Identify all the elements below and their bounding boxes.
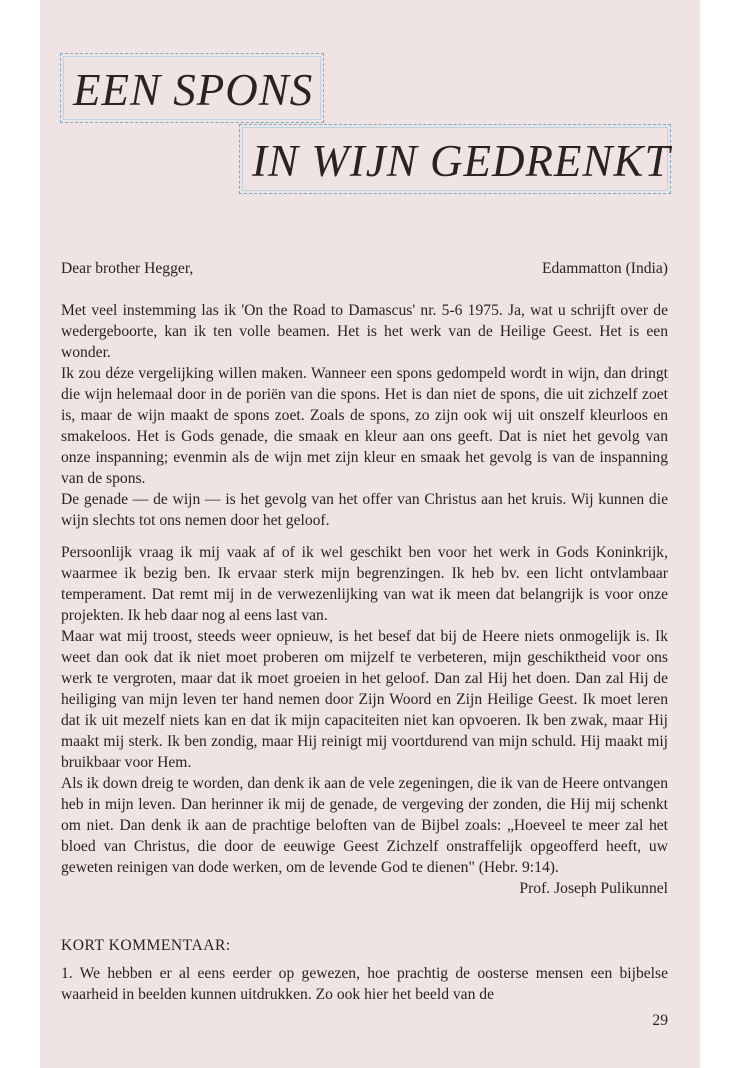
page [40, 0, 700, 1068]
kort-paragraph [61, 963, 668, 1005]
kort-text: 1. We hebben er al eens eerder op gewezen, hoe prachtig de oosterse mensen een bijbelse waarheid in beelden kunnen uitdrukken. Zo ook hier het beeld van de [61, 965, 668, 1003]
paragraph-1 [61, 300, 668, 531]
title-line-2: IN WIJN GEDRENKT [252, 136, 671, 186]
title-box-1 [60, 53, 324, 123]
signature: Prof. Joseph Pulikunnel [519, 880, 668, 897]
paragraph-2 [61, 542, 668, 899]
kort-heading: KORT KOMMENTAAR: [61, 937, 231, 954]
para1-part1: Met veel instemming las ik 'On the Road to Damascus' nr. 5-6 1975. Ja, wat u schrijft over de wedergeboorte, kan ik ten volle beamen. Het is het werk van de Heilige Geest. Het is een wonder. [61, 302, 668, 361]
title-line-1: EEN SPONS [73, 65, 314, 115]
para2-part3: Als ik down dreig te worden, dan denk ik aan de vele zegeningen, die ik van de Heere ontvangen heb in mijn leven. Dan herinner ik mij de genade, de vergeving der zonden, die Hij mij schenkt om niet. Dan denk ik aan de prachtige beloften van de Bijbel zoals: „Hoeveel te meer zal het bloed van Christus, die door de eeuwige Geest Zichzelf onstraffelijk opgeofferd heeft, uw geweten reinigen van dode werken, om de levende God te dienen" (Hebr. 9:14). [61, 775, 668, 876]
location: Edammatton (India) [541, 260, 668, 277]
para2-part1: Persoonlijk vraag ik mij vaak af of ik wel geschikt ben voor het werk in Gods Koninkrijk, waarmee ik bezig ben. Ik ervaar sterk mijn begrenzingen. Ik heb bv. een licht ontvlambaar temperament. Dat remt mij in de verwezenlijking van wat ik meen dat belangrijk is voor onze projekten. Ik heb daar nog al eens last van. [61, 544, 668, 624]
page-number: 29 [652, 1012, 668, 1029]
letter-header [61, 260, 668, 278]
para2-part2: Maar wat mij troost, steeds weer opnieuw, is het besef dat bij de Heere niets onmogelijk is. Ik weet dan ook dat ik niet moet proberen om mijzelf te verbeteren, mijn geschiktheid voor ons werk te vergroten, maar dat ik moet groeien in het geloof. Dan zal Hij het doen. Dan zal Hij de heiliging van mijn leven ter hand nemen door Zijn Woord en Zijn Heilige Geest. Ik moet leren dat ik uit mezelf niets kan en dat ik mijn capaciteiten niet kan opvoeren. Ik ben zwak, maar Hij maakt mij sterk. Ik ben zondig, maar Hij reinigt mij voortdurend van mijn schuld. Hij maakt mij bruikbaar voor Hem. [61, 628, 668, 771]
para1-part2: Ik zou déze vergelijking willen maken. Wanneer een spons gedompeld wordt in wijn, dan dringt die wijn helemaal door in de poriën van die spons. Het is dan niet de spons, die uit zichzelf zoet is, maar de wijn maakt de spons zoet. Zoals de spons, zo zijn ook wij uit onszelf kleurloos en smakeloos. Het is Gods genade, die smaak en kleur aan ons geeft. Dat is niet het gevolg van onze inspanning; evenmin als de wijn met zijn kleur en smaak het gevolg is van de inspanning van de spons. [61, 365, 668, 487]
title-box-2 [239, 124, 671, 194]
para1-part3: De genade — de wijn — is het gevolg van het offer van Christus aan het kruis. Wij kunnen die wijn slechts tot ons nemen door het geloof. [61, 491, 668, 529]
salutation: Dear brother Hegger, [61, 260, 194, 277]
